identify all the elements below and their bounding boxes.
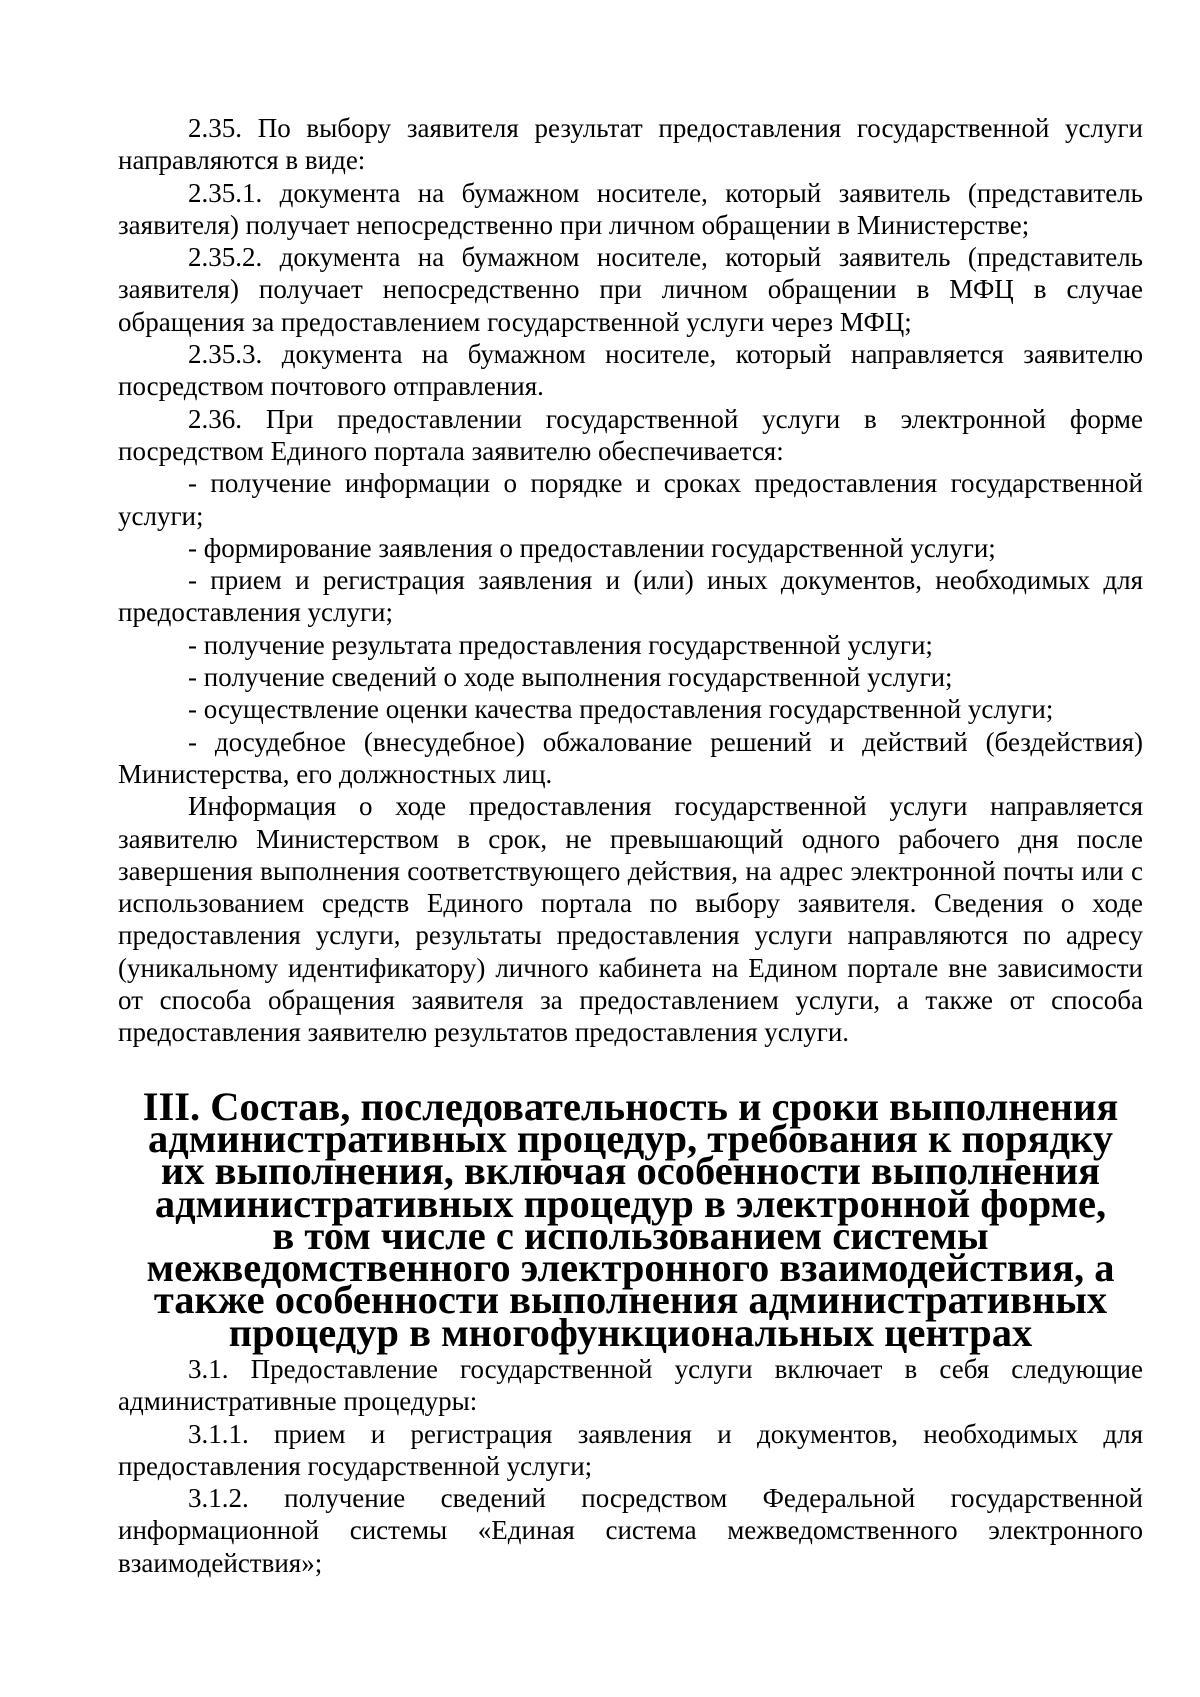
list-item: - осуществление оценки качества предоставления государственной услуги; <box>188 694 1054 725</box>
document-page <box>118 112 1143 1579</box>
paragraph-2-36: 2.36. При предоставлении государственной услуги в электронной форме посредством Единого портала заявителю обеспечивается: <box>118 403 1143 466</box>
list-item: - досудебное (внесудебное) обжалование решений и действий (бездействия) Министерства, его должностных лиц. <box>118 726 1143 789</box>
paragraph-2-35: 2.35. По выбору заявителя результат предоставления государственной услуги направляются в виде: <box>118 113 1143 176</box>
list-item: - прием и регистрация заявления и (или) иных документов, необходимых для предоставления услуги; <box>118 565 1143 628</box>
section-3-heading: III. Состав, последовательность и сроки выполнения административных процедур, требования к порядку их выполнения, включая особенности выполнения административных процедур в электронной форме, в том числе с использованием системы межведомственного электронного взаимодействия, а также особенности выполнения административных процедур в многофункциональных центрах <box>142 1083 1119 1355</box>
list-item: - получение результата предоставления государственной услуги; <box>188 629 933 660</box>
list-item: - получение информации о порядке и сроках предоставления государственной услуги; <box>118 468 1143 531</box>
paragraph-information: Информация о ходе предоставления государственной услуги направляется заявителю Министерством в срок, не превышающий одного рабочего дня после завершения выполнения соответствующего действия, на адрес электронной почты или с использованием средств Единого портала по выбору заявителя. Сведения о ходе предоставления услуги, результаты предоставления услуги направляются по адресу (уникальному идентификатору) личного кабинета на Едином портале вне зависимости от способа обращения заявителя за предоставлением услуги, а также от способа предоставления заявителю результатов предоставления услуги. <box>118 791 1143 1048</box>
paragraph-2-35-1: 2.35.1. документа на бумажном носителе, который заявитель (представитель заявителя) получает непосредственно при личном обращении в Министерстве; <box>118 177 1143 240</box>
paragraph-3-1-1: 3.1.1. прием и регистрация заявления и документов, необходимых для предоставления государственной услуги; <box>118 1418 1143 1481</box>
list-item: - формирование заявления о предоставлении государственной услуги; <box>188 532 996 563</box>
list-item: - получение сведений о ходе выполнения государственной услуги; <box>188 662 953 693</box>
paragraph-2-35-2: 2.35.2. документа на бумажном носителе, который заявитель (представитель заявителя) получает непосредственно при личном обращении в МФЦ в случае обращения за предоставлением государственной услуги через МФЦ; <box>118 242 1143 337</box>
paragraph-3-1: 3.1. Предоставление государственной услуги включает в себя следующие административные процедуры: <box>118 1353 1143 1417</box>
paragraph-3-1-2: 3.1.2. получение сведений посредством Федеральной государственной информационной системы «Единая система межведомственного электронного взаимодействия»; <box>118 1483 1143 1578</box>
paragraph-2-35-3: 2.35.3. документа на бумажном носителе, который направляется заявителю посредством почтового отправления. <box>118 339 1143 402</box>
